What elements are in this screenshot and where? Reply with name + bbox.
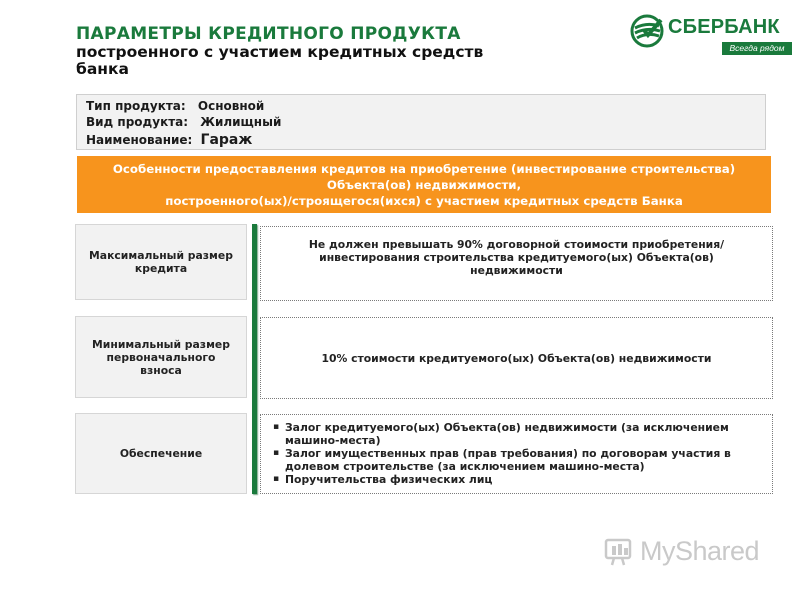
- watermark-text: MyShared: [640, 536, 760, 566]
- param-label-max-credit: Максимальный размер кредита: [75, 224, 247, 300]
- features-banner: [77, 156, 771, 213]
- product-type-row: [86, 98, 765, 114]
- product-type-value: Основной: [197, 99, 265, 113]
- collateral-item: ▪ Поручительства физических лиц: [285, 473, 762, 486]
- product-type-label: Тип продукта:: [86, 99, 186, 113]
- divider-bar: [252, 224, 257, 494]
- collateral-item: ▪ Залог имущественных прав (прав требования) по договорам участия в долевом строительстве (за исключением машино-места): [285, 447, 762, 473]
- page-title: ПАРАМЕТРЫ КРЕДИТНОГО ПРОДУКТА: [76, 24, 461, 44]
- logo-name: СБЕРБАНК: [668, 16, 780, 38]
- subtitle-line-1: построенного с участием кредитных средств: [76, 43, 484, 61]
- param-label-collateral: Обеспечение: [75, 413, 247, 494]
- product-kind-value: Жилищный: [200, 115, 282, 129]
- product-info-box: [76, 94, 766, 150]
- sberbank-logo-icon: [630, 14, 664, 48]
- logo-tagline: Всегда рядом: [722, 42, 792, 55]
- collateral-list: [261, 415, 772, 486]
- param-value-min-downpayment: 10% стоимости кредитуемого(ых) Объекта(ов) недвижимости: [260, 317, 773, 399]
- product-name-value: Гараж: [200, 132, 253, 148]
- page-subtitle: [76, 44, 596, 78]
- product-name-label: Наименование:: [86, 133, 193, 147]
- banner-line-2: Объекта(ов) недвижимости,: [326, 177, 522, 192]
- product-kind-row: [86, 114, 765, 130]
- watermark-icon: [604, 536, 638, 568]
- param-value-max-credit: Не должен превышать 90% договорной стоимости приобретения/инвестирования строительства кредитуемого(ых) Объекта(ов) недвижимости: [260, 226, 773, 301]
- param-value-collateral: [260, 414, 773, 494]
- subtitle-line-2: банка: [76, 60, 129, 78]
- param-label-min-downpayment: Минимальный размер первоначального взноса: [75, 316, 247, 398]
- product-name-row: [86, 132, 765, 148]
- collateral-item: ▪ Залог кредитуемого(ых) Объекта(ов) недвижимости (за исключением машино-места): [285, 421, 762, 447]
- banner-line-1: Особенности предоставления кредитов на приобретение (инвестирование строительства): [112, 161, 736, 176]
- banner-line-3: построенного(ых)/строящегося(ихся) с участием кредитных средств Банка: [165, 193, 683, 208]
- product-kind-label: Вид продукта:: [86, 115, 189, 129]
